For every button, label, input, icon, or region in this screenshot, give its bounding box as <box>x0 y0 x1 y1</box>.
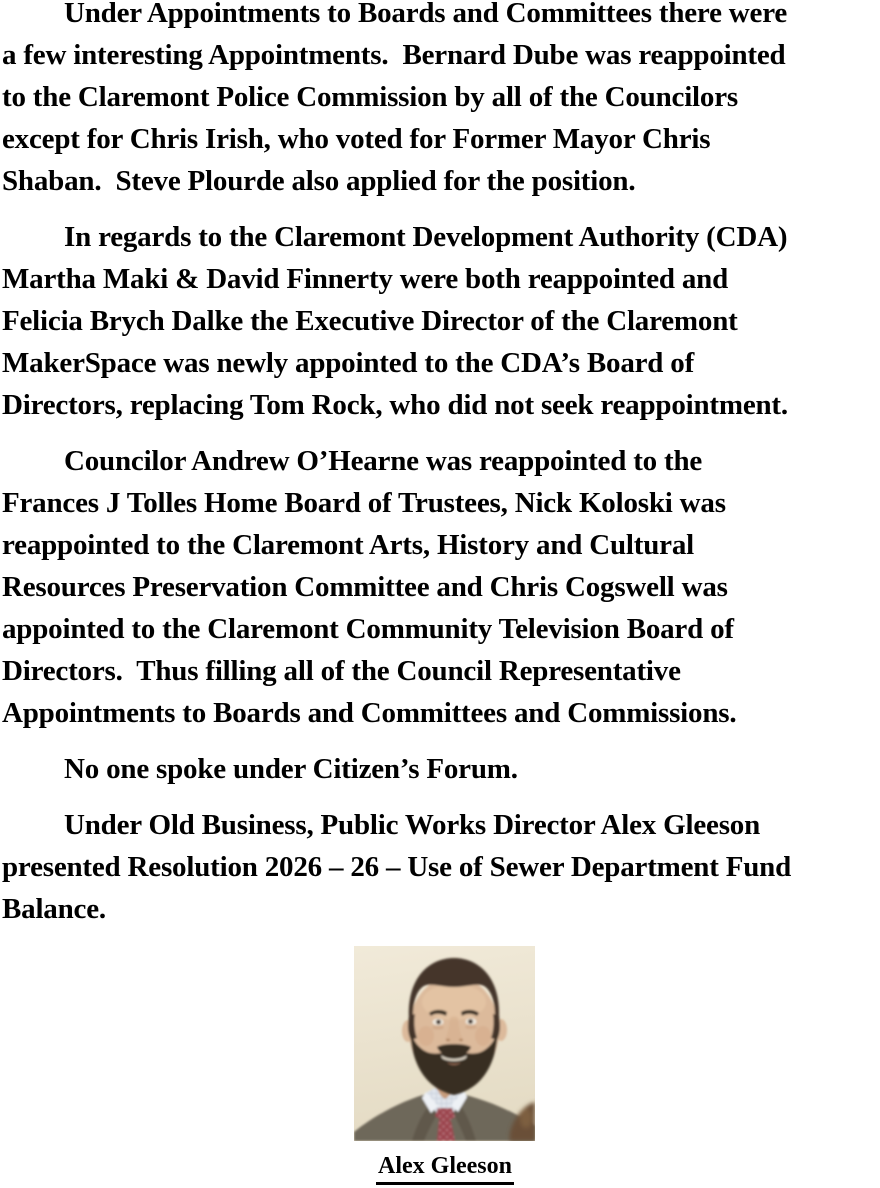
text-line: Directors. Thus filling all of the Council Representative <box>2 655 681 687</box>
text-line: Balance. <box>2 893 106 925</box>
text-line: Councilor Andrew O’Hearne was reappointed to the <box>64 445 703 477</box>
text-line: reappointed to the Claremont Arts, History and Cultural <box>2 529 694 561</box>
photo-figure <box>354 946 536 1185</box>
paragraph <box>2 0 878 202</box>
text-line: a few interesting Appointments. Bernard Dube was reappointed <box>2 39 786 71</box>
text-line: Directors, replacing Tom Rock, who did not seek reappointment. <box>2 389 788 421</box>
text-line: Appointments to Boards and Committees and Commissions. <box>2 697 737 729</box>
portrait-photo <box>354 946 535 1141</box>
text-line: appointed to the Claremont Community Television Board of <box>2 613 734 645</box>
paragraph <box>2 440 878 734</box>
paragraph <box>2 748 878 790</box>
text-line: Under Old Business, Public Works Director Alex Gleeson <box>64 809 761 841</box>
photo-caption: Alex Gleeson <box>376 1153 514 1185</box>
text-line: Under Appointments to Boards and Committees there were <box>64 0 788 29</box>
text-line: No one spoke under Citizen’s Forum. <box>64 753 518 785</box>
paragraph <box>2 216 878 426</box>
text-line: presented Resolution 2026 – 26 – Use of Sewer Department Fund <box>2 851 792 883</box>
text-line: Felicia Brych Dalke the Executive Director of the Claremont <box>2 305 738 337</box>
paragraph <box>2 804 878 930</box>
text-line: MakerSpace was newly appointed to the CDA’s Board of <box>2 347 695 379</box>
text-line: In regards to the Claremont Development Authority (CDA) <box>64 221 788 253</box>
text-line: Martha Maki & David Finnerty were both reappointed and <box>2 263 729 295</box>
text-line: Shaban. Steve Plourde also applied for the position. <box>2 165 636 197</box>
text-line: Frances J Tolles Home Board of Trustees, Nick Koloski was <box>2 487 726 519</box>
text-line: to the Claremont Police Commission by all of the Councilors <box>2 81 738 113</box>
text-line: Resources Preservation Committee and Chris Cogswell was <box>2 571 728 603</box>
text-line: except for Chris Irish, who voted for Former Mayor Chris <box>2 123 711 155</box>
